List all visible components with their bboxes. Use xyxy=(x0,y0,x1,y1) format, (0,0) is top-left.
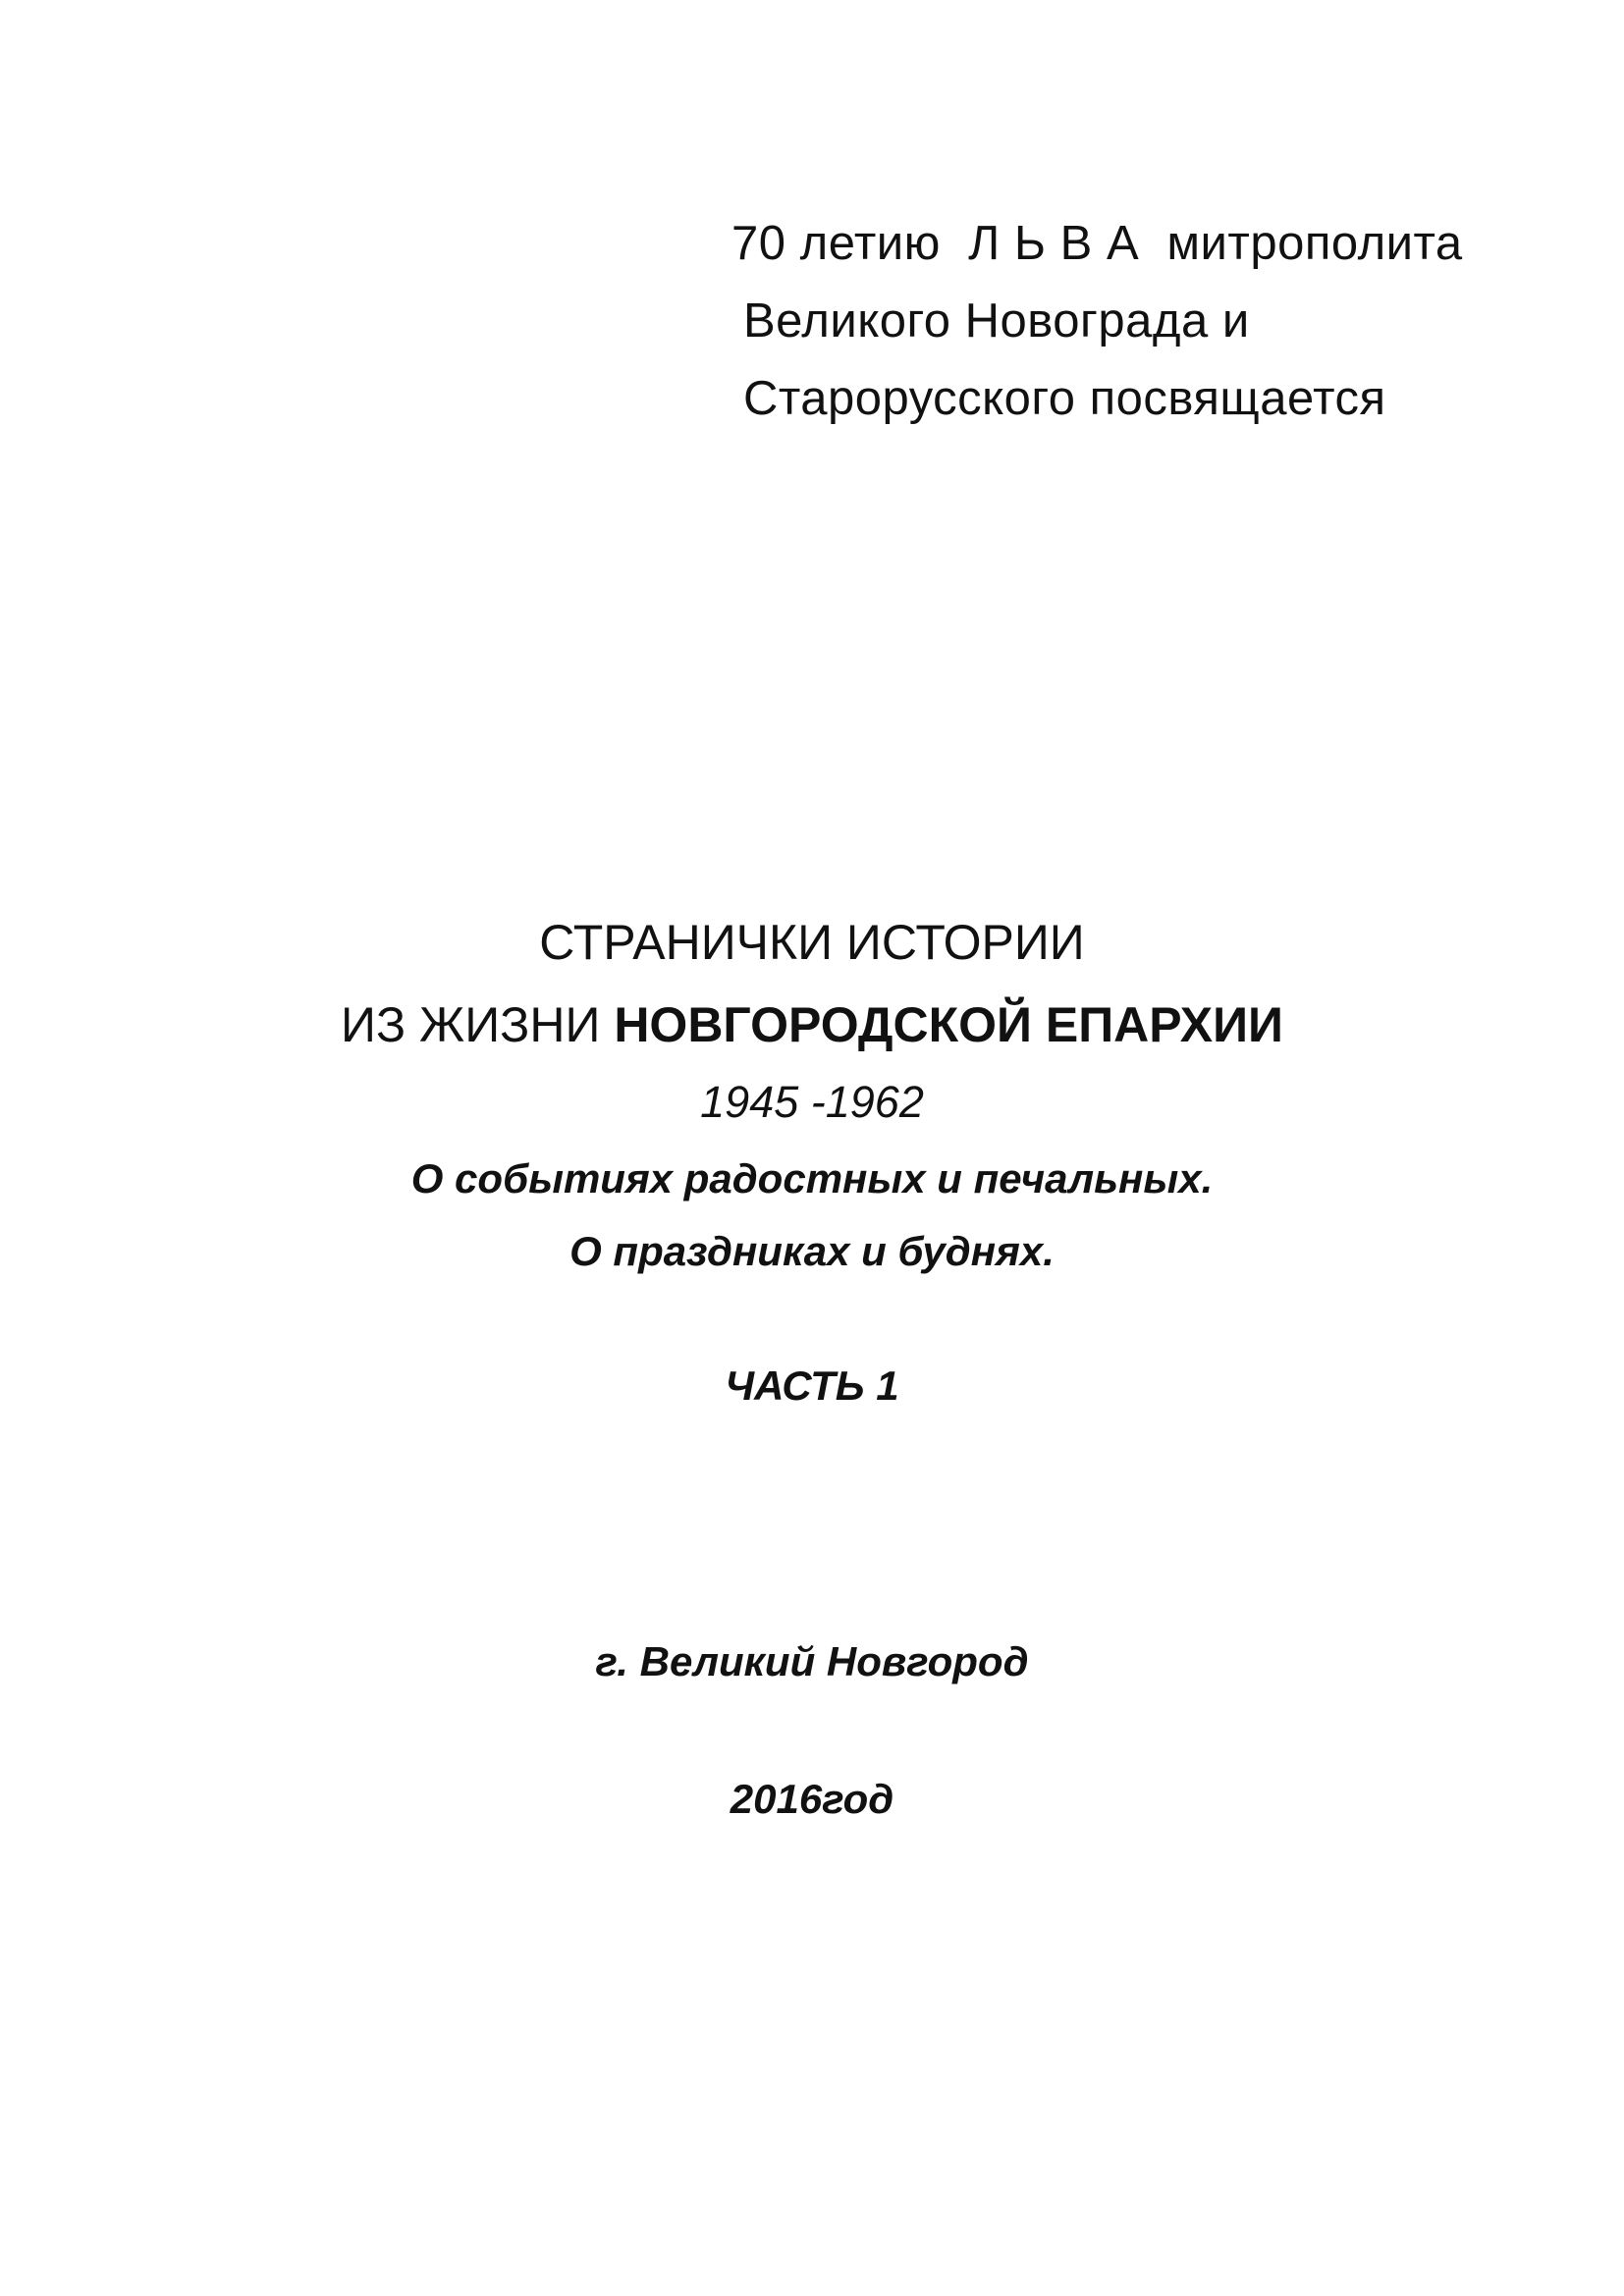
title-line-2-prefix: ИЗ ЖИЗНИ xyxy=(341,997,615,1052)
subtitle-line-2: О праздниках и буднях. xyxy=(569,1228,1055,1274)
dedication-line-2: Великого Новограда и xyxy=(743,294,1250,347)
title-line-2 xyxy=(0,995,1624,1054)
imprint-city: г. Великий Новгород xyxy=(595,1638,1029,1684)
title-line-1: СТРАНИЧКИ ИСТОРИИ xyxy=(539,915,1085,970)
subtitle-line-1: О событиях радостных и печальных. xyxy=(410,1155,1214,1201)
dedication xyxy=(0,0,1624,471)
dedication-line-1: 70 летию Л Ь В А митрополита xyxy=(731,217,1463,270)
title-line-2-bold: НОВГОРОДСКОЙ ЕПАРХИИ xyxy=(614,997,1283,1052)
dedication-line-3: Старорусского посвящается xyxy=(743,372,1386,425)
imprint-year: 2016год xyxy=(730,1776,894,1822)
part-label: ЧАСТЬ 1 xyxy=(725,1362,899,1409)
title-years: 1945 -1962 xyxy=(700,1077,924,1127)
